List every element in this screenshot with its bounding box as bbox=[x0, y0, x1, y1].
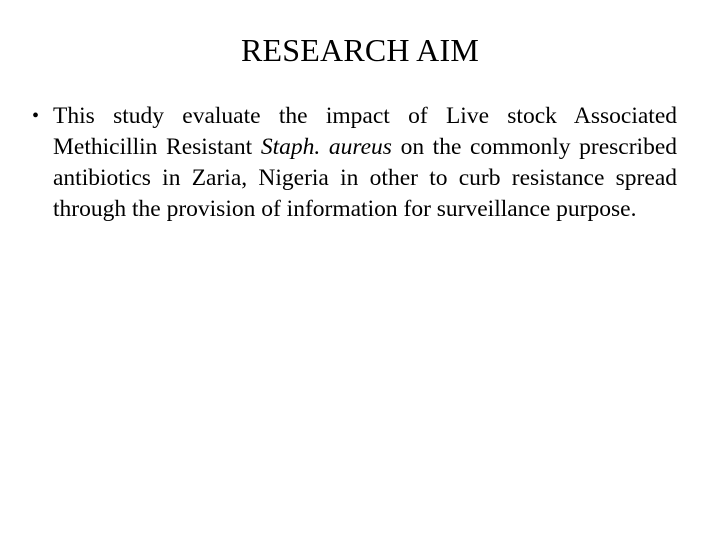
bullet-text-part: on the commonly prescribed antibiotics in Zaria, Nigeria in other to curb resistance spread through the provision of information for surveillance purpose. bbox=[53, 134, 677, 222]
bullet-list bbox=[32, 101, 677, 225]
slide-title: RESEARCH AIM bbox=[241, 32, 479, 68]
bullet-text-italic: Staph. aureus bbox=[260, 134, 392, 160]
bullet-icon: • bbox=[32, 105, 40, 127]
bullet-text-part: This study evaluate the impact of Live stock Associated Methicillin Resistant bbox=[53, 103, 677, 160]
bullet-item bbox=[32, 101, 677, 225]
